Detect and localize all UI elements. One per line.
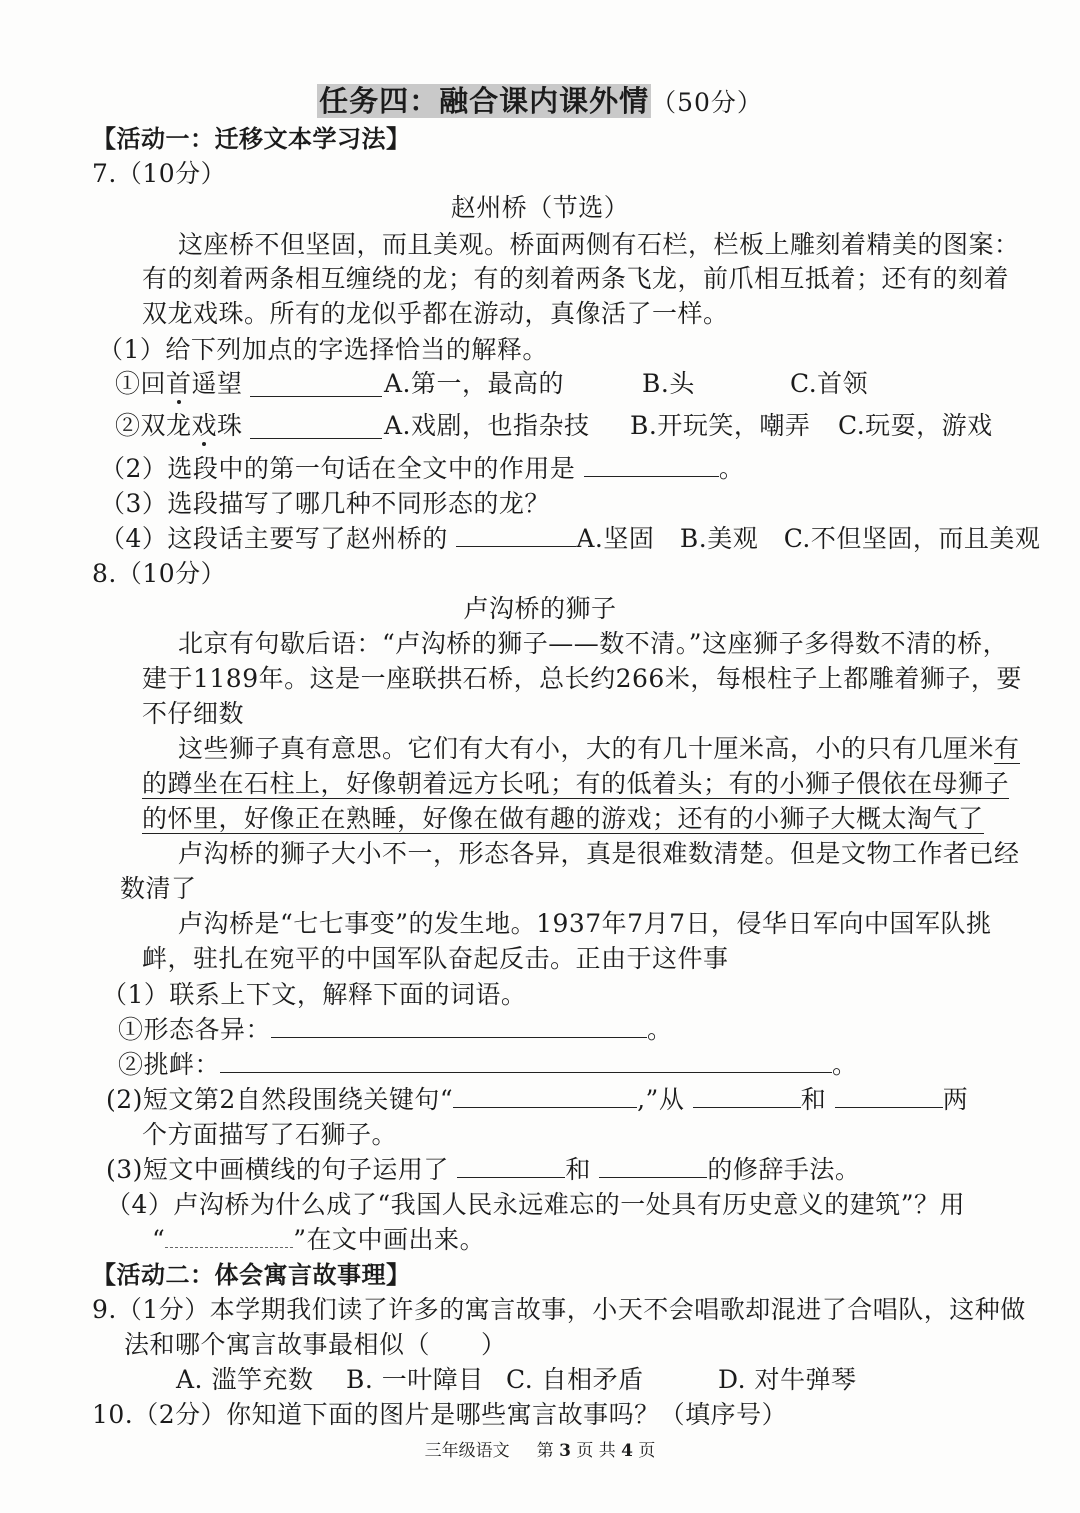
q8-sub2-c: 和 — [800, 1085, 827, 1114]
q8-p2-underlined-line — [142, 767, 1009, 801]
q7-passage-line: 有的刻着两条相互缠绕的龙；有的刻着两条飞龙，前爪相互抵着；还有的刻着 — [142, 264, 1010, 293]
q8-p2-underlined-text: 的蹲坐在石柱上，好像朝着远方长吼；有的低着头；有的小狮子偎依在母狮子 — [142, 769, 1010, 798]
q8-sub2-aspect2-blank[interactable] — [835, 1083, 943, 1108]
q7-sub4-options: A.坚固 B.美观 C.不但坚固，而且美观 — [576, 524, 1041, 553]
q7-item1-option-a: A.第一，最高的 — [384, 369, 565, 398]
page-footer — [0, 1436, 1080, 1461]
q8-sub2-b: ,”从 — [637, 1085, 685, 1114]
task-points: （50分） — [651, 88, 763, 117]
q8-sub2-d: 两 — [942, 1085, 969, 1114]
q8-sub3-rhetoric1-blank[interactable] — [457, 1153, 565, 1178]
q8-word2-answer-blank[interactable] — [220, 1048, 832, 1073]
q10-line: 10.（2分）你知道下面的图片是哪些寓言故事吗？（填序号） — [92, 1400, 788, 1429]
q7-item1-dotted-char: 首 — [166, 369, 192, 398]
q8-sub4-line1: （4）卢沟桥为什么成了“我国人民永远难忘的一处具有历史意义的建筑”？用 — [106, 1190, 965, 1219]
q7-item2-suffix: 珠 — [217, 411, 243, 440]
q7-item2-answer-blank[interactable] — [250, 414, 382, 439]
q7-item2-option-a: A.戏剧，也指杂技 — [384, 411, 590, 440]
footer-page-a: 第 — [536, 1441, 554, 1461]
q8-word2-label: ②挑衅： — [118, 1050, 221, 1079]
q8-sub4-close: ”在文中画出来。 — [293, 1225, 486, 1254]
q8-p2-underlined-start: 有 — [994, 734, 1020, 763]
activity2-heading: 【活动二：体会寓言故事理】 — [92, 1261, 411, 1289]
q7-label: 7.（10分） — [92, 159, 227, 188]
q7-sub3: （3）选段描写了哪几种不同形态的龙？ — [100, 489, 550, 518]
q7-sub2-answer-blank[interactable] — [584, 452, 719, 477]
q8-word1-end: 。 — [647, 1015, 673, 1044]
q8-sub2-line2: 个方面描写了石狮子。 — [142, 1120, 398, 1149]
q8-sub4-mark-blank — [165, 1223, 293, 1248]
q9-option-b[interactable]: B. 一叶障目 — [346, 1365, 484, 1394]
task-title — [0, 84, 1080, 120]
q7-item1-option-c: C.首领 — [790, 369, 869, 398]
q8-sub3-b: 和 — [565, 1155, 591, 1184]
q7-item1-option-b: B.头 — [642, 369, 695, 398]
q7-passage-line: 双龙戏珠。所有的龙似乎都在游动，真像活了一样。 — [142, 299, 729, 328]
task-title-text: 任务四：融合课内课外情 — [319, 84, 650, 118]
footer-page-b: 页 共 — [576, 1441, 616, 1461]
q9-option-c[interactable]: C. 自相矛盾 — [506, 1365, 644, 1394]
q7-item1-suffix: 遥望 — [191, 369, 243, 398]
q8-p2-underlined-line — [142, 802, 984, 836]
q8-sub2 — [106, 1083, 968, 1117]
q7-sub4-answer-blank[interactable] — [456, 522, 576, 547]
q8-sub2-aspect1-blank[interactable] — [693, 1083, 801, 1108]
q8-sub3-c: 的修辞手法。 — [707, 1155, 861, 1184]
q8-word1 — [118, 1013, 673, 1047]
q7-sub2 — [100, 452, 744, 486]
q8-p1-line: 建于1189年。这是一座联拱石桥，总长约266米，每根柱子上都雕着狮子，要 — [142, 664, 1022, 693]
q8-sub4-line2 — [152, 1223, 485, 1257]
q9-option-d[interactable]: D. 对牛弹琴 — [718, 1365, 857, 1394]
footer-page-total: 4 — [621, 1441, 633, 1461]
q8-p2-line — [178, 732, 1020, 766]
q9-option-a[interactable]: A. 滥竽充数 — [176, 1365, 314, 1394]
q7-sub1: （1）给下列加点的字选择恰当的解释。 — [98, 335, 548, 364]
q7-sub4-text: （4）这段话主要写了赵州桥的 — [100, 524, 448, 553]
q8-p1-line: 不仔细数 — [142, 699, 245, 728]
q7-item1 — [115, 367, 243, 401]
q7-item2-dotted-char: 戏 — [191, 411, 218, 440]
q8-label: 8.（10分） — [92, 559, 227, 588]
q8-sub1: （1）联系上下文，解释下面的词语。 — [102, 980, 527, 1009]
q8-passage-title: 卢沟桥的狮子 — [463, 594, 617, 623]
q8-p4-line: 卢沟桥是“七七事变”的发生地。1937年7月7日，侵华日军向中国军队挑 — [178, 909, 992, 938]
q9-line1: 9.（1分）本学期我们读了许多的寓言故事，小天不会唱歌却混进了合唱队，这种做 — [92, 1295, 1026, 1324]
q7-sub4 — [100, 522, 1040, 556]
q7-sub2-text: （2）选段中的第一句话在全文中的作用是 — [100, 454, 576, 483]
q8-word2-end: 。 — [832, 1050, 858, 1079]
q8-p1-line: 北京有句歇后语：“卢沟桥的狮子——数不清。”这座狮子多得数不清的桥， — [178, 629, 1009, 658]
q7-sub2-end: 。 — [718, 454, 745, 483]
q8-word2 — [118, 1048, 858, 1082]
q7-item2-prefix: ②双龙 — [115, 411, 192, 440]
q8-p2-underlined-text: 的怀里，好像正在熟睡，好像在做有趣的游戏；还有的小狮子大概太淘气了 — [142, 804, 984, 833]
q8-sub3-a: (3)短文中画横线的句子运用了 — [106, 1155, 449, 1184]
q7-passage-line: 这座桥不但坚固，而且美观。桥面两侧有石栏，栏板上雕刻着精美的图案： — [178, 230, 1020, 259]
q8-word1-answer-blank[interactable] — [271, 1013, 647, 1038]
footer-page-num: 3 — [559, 1441, 571, 1461]
activity1-heading: 【活动一：迁移文本学习法】 — [92, 125, 411, 153]
q9-line2: 法和哪个寓言故事最相似（ ） — [124, 1330, 507, 1359]
q8-p3-line: 数清了 — [120, 874, 197, 903]
q7-item1-prefix: ①回 — [115, 369, 167, 398]
q8-sub2-a: (2)短文第2自然段围绕关键句“ — [106, 1085, 454, 1114]
q7-item2-option-c: C.玩耍，游戏 — [838, 411, 993, 440]
q7-passage-title: 赵州桥（节选） — [450, 193, 630, 222]
q8-sub3-rhetoric2-blank[interactable] — [599, 1153, 707, 1178]
q8-p3-line: 卢沟桥的狮子大小不一，形态各异，真是很难数清楚。但是文物工作者已经 — [178, 839, 1020, 868]
footer-subject: 三年级语文 — [424, 1441, 510, 1461]
q7-item1-answer-blank[interactable] — [250, 372, 382, 397]
q7-item2 — [115, 409, 243, 443]
footer-page-c: 页 — [638, 1441, 656, 1461]
q8-sub3 — [106, 1153, 860, 1187]
q8-word1-label: ①形态各异： — [118, 1015, 272, 1044]
q8-p2-plain: 这些狮子真有意思。它们有大有小，大的有几十厘米高，小的只有几厘米 — [178, 734, 995, 763]
q7-item2-option-b: B.开玩笑，嘲弄 — [630, 411, 811, 440]
q8-p4-line: 衅，驻扎在宛平的中国军队奋起反击。正由于这件事 — [142, 944, 729, 973]
q8-sub2-keysentence-blank[interactable] — [453, 1083, 637, 1108]
q8-sub4-open: “ — [152, 1225, 166, 1254]
